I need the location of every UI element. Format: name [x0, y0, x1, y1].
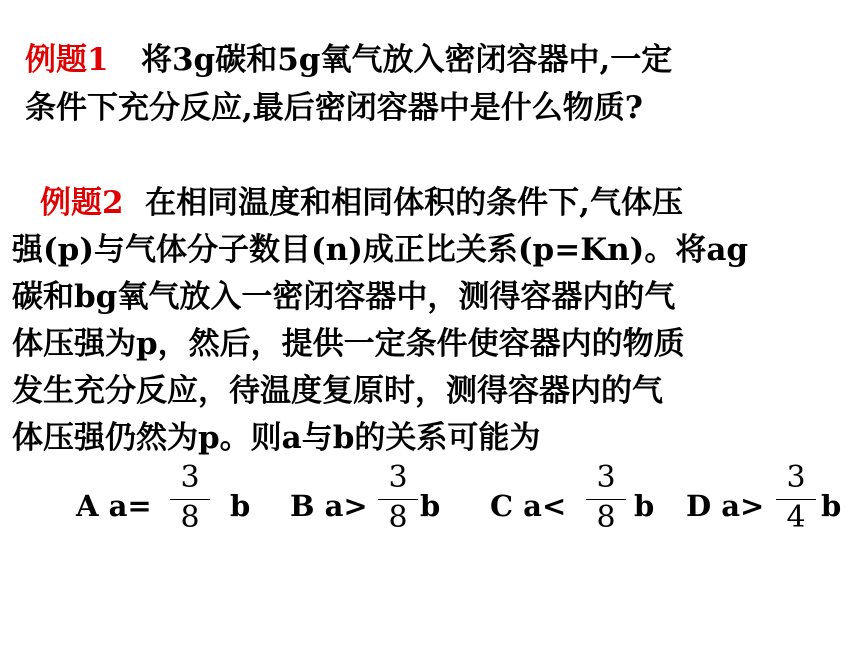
choice-d-prefix: D a>: [686, 489, 765, 523]
choice-c-prefix: C a<: [490, 489, 567, 523]
choice-c-numerator: 3: [596, 460, 616, 495]
example2-line5: [12, 371, 663, 411]
choice-b-prefix: B a>: [290, 489, 368, 523]
choice-a-prefix: A a=: [76, 489, 152, 523]
example1-label: 例题1: [25, 42, 109, 78]
answer-choices: [0, 462, 860, 542]
example2-label: 例题2: [40, 185, 124, 221]
example2-text-line4: 体压强为p，然后，提供一定条件使容器内的物质: [12, 326, 685, 362]
choice-d-suffix: b: [821, 489, 842, 523]
example2-line3: [12, 277, 675, 317]
choice-b-denominator: 8: [388, 500, 408, 535]
example2-text-line2: 强(p)与气体分子数目(n)成正比关系(p=Kn)。将ag: [12, 232, 749, 268]
example1-text-line1: 将3g碳和5g氧气放入密闭容器中,一定: [140, 42, 673, 78]
example2-line1: [40, 183, 683, 223]
example1-text-line2: 条件下充分反应,最后密闭容器中是什么物质?: [25, 90, 643, 126]
example2-line4: [12, 324, 685, 364]
choice-c-suffix: b: [634, 489, 655, 523]
choice-b-suffix: b: [420, 489, 441, 523]
example1-line1: [25, 40, 672, 80]
example2-text-line6: 体压强仍然为p。则a与b的关系可能为: [12, 420, 541, 456]
example2-line6: [12, 418, 540, 458]
example2-line2: [12, 230, 748, 270]
example1-line2: [25, 88, 643, 128]
choice-a-denominator: 8: [180, 500, 200, 535]
choice-c-denominator: 8: [596, 500, 616, 535]
choice-a-numerator: 3: [180, 460, 200, 495]
choice-a-suffix: b: [230, 489, 251, 523]
example2-text-line3: 碳和bg氧气放入一密闭容器中，测得容器内的气: [12, 279, 676, 315]
example2-text-line1: 在相同温度和相同体积的条件下,气体压: [145, 185, 683, 221]
example2-text-line5: 发生充分反应，待温度复原时，测得容器内的气: [12, 373, 663, 409]
choice-b-numerator: 3: [388, 460, 408, 495]
choice-d-numerator: 3: [786, 460, 806, 495]
choice-d-denominator: 4: [786, 500, 806, 535]
